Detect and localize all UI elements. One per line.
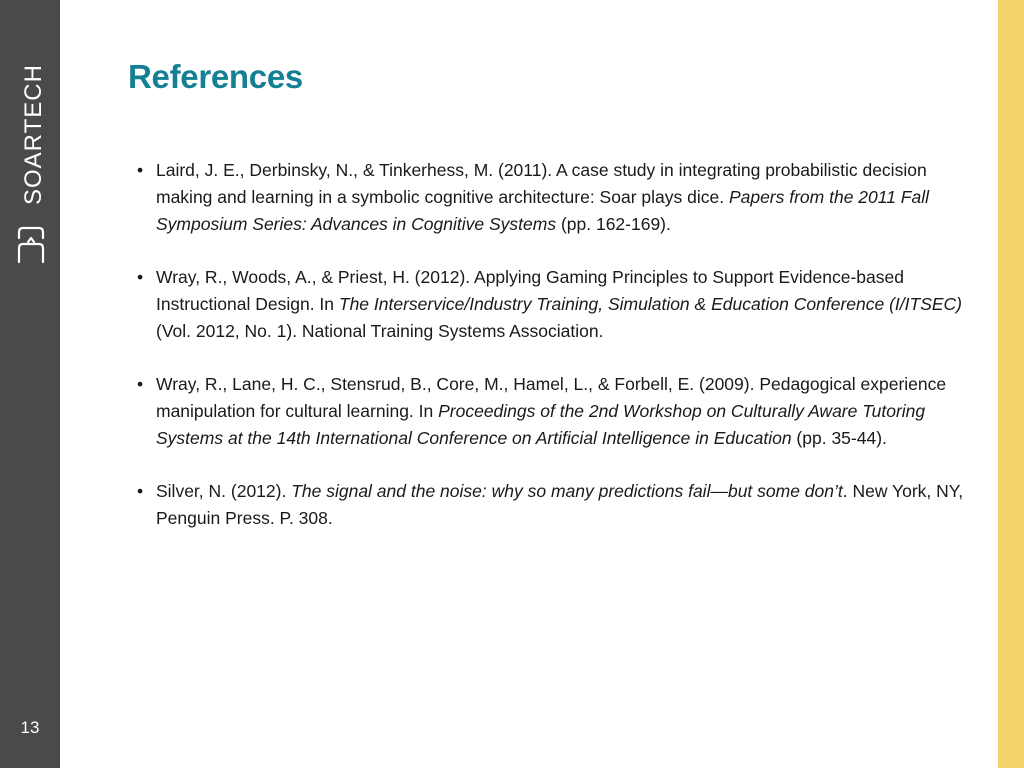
bullet-icon: • [137, 267, 144, 287]
reference-item [135, 478, 985, 532]
reference-item [135, 371, 985, 452]
reference-item [135, 264, 985, 345]
reference-details: (Vol. 2012, No. 1). National Training Systems Association. [156, 321, 604, 341]
brace-tip-icon [28, 238, 34, 242]
logo-wordmark: SOARTECH [20, 64, 47, 205]
reference-text: Silver, N. (2012). [156, 481, 292, 501]
left-sidebar [0, 0, 60, 768]
reference-details: (pp. 35-44). [791, 428, 887, 448]
reference-text: Wray, R., Woods, A., & Priest, H. (2012). Applying Gaming Principles to Support Evidence-based Instructional Design. In [156, 267, 904, 314]
bullet-icon: • [137, 160, 144, 180]
brace-top-icon [19, 228, 43, 238]
slide-number: 13 [20, 718, 40, 737]
reference-source: Papers from the 2011 Fall Symposium Series: Advances in Cognitive Systems [156, 187, 929, 234]
soartech-logo [16, 64, 47, 268]
reference-details: (pp. 162-169). [556, 214, 671, 234]
bullet-icon: • [137, 374, 144, 394]
bullet-icon: • [137, 481, 144, 501]
reference-source: Proceedings of the 2nd Workshop on Culturally Aware Tutoring Systems at the 14th International Conference on Artificial Intelligence in Education [156, 401, 926, 448]
reference-text: Wray, R., Lane, H. C., Stensrud, B., Core, M., Hamel, L., & Forbell, E. (2009). Pedagogical experience manipulation for cultural learning. In [156, 374, 947, 421]
reference-list [135, 157, 985, 558]
brace-bottom-icon [19, 244, 43, 262]
reference-item [135, 157, 985, 238]
reference-text: Laird, J. E., Derbinsky, N., & Tinkerhess, M. (2011). A case study in integrating probabilistic decision making and learning in a symbolic cognitive architecture: Soar plays dice. [156, 160, 927, 207]
reference-source: The Interservice/Industry Training, Simulation & Education Conference (I/ITSEC) [338, 294, 963, 314]
right-accent-bar [998, 0, 1024, 768]
reference-details: . New York, NY, Penguin Press. P. 308. [156, 481, 964, 528]
page-title: References [128, 58, 303, 95]
reference-source: The signal and the noise: why so many predictions fail—but some don’t [291, 481, 843, 501]
